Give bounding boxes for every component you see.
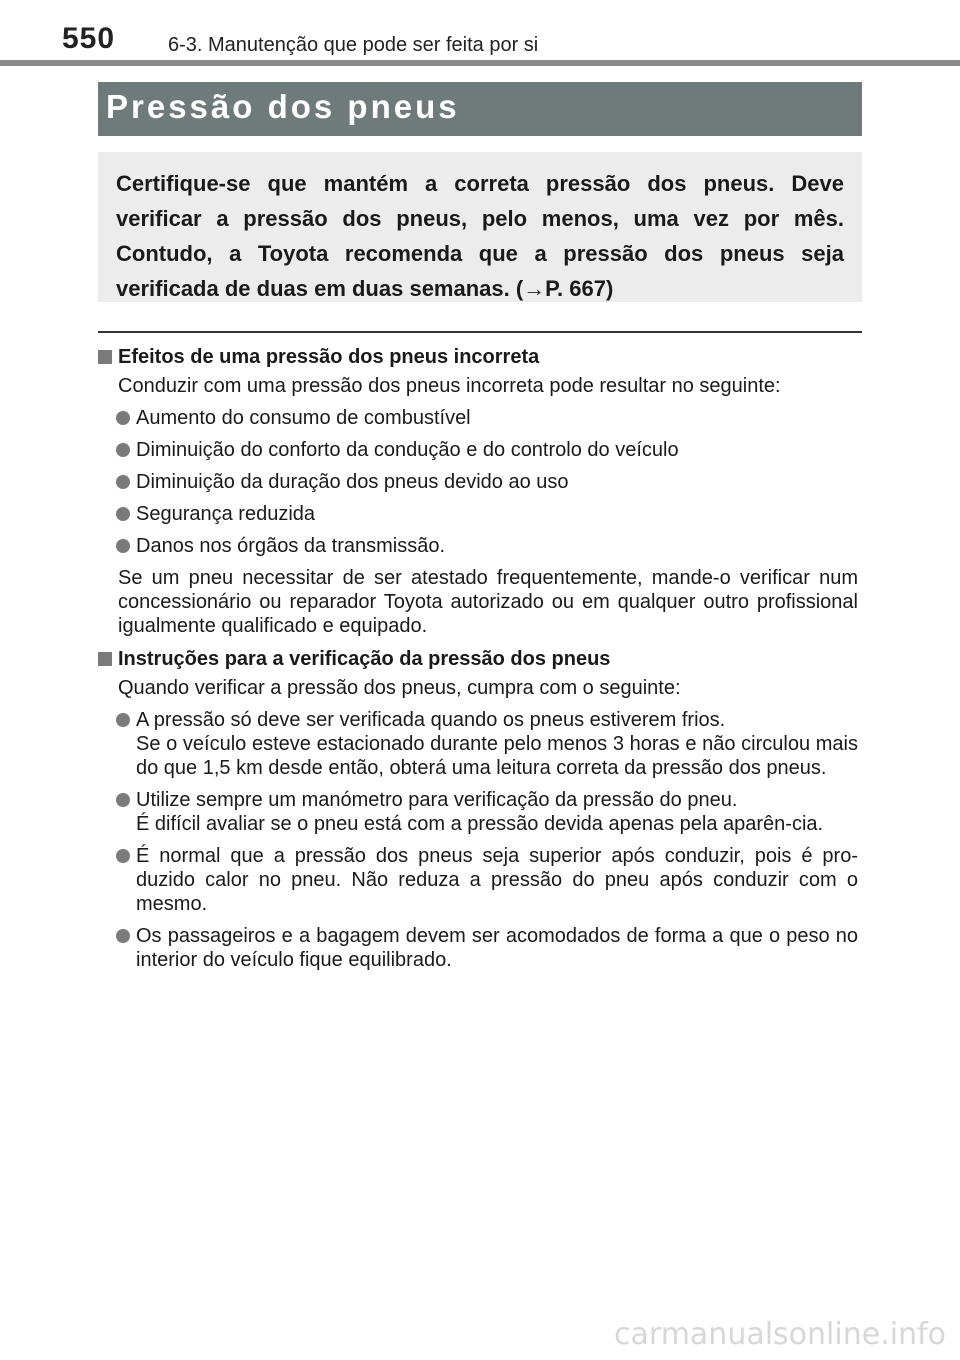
list-item-text: Aumento do consumo de combustível (136, 407, 471, 429)
page-number: 550 (62, 22, 116, 55)
square-bullet-icon (98, 350, 112, 364)
list-item-text: Utilize sempre um manómetro para verificação da pressão do pneu. (136, 789, 738, 811)
block-lead: Quando verificar a pressão dos pneus, cumpra com o seguinte: (118, 677, 681, 699)
list-item-text: Diminuição do conforto da condução e do controlo do veículo (136, 439, 679, 461)
subheading-text: Instruções para a verificação da pressão dos pneus (118, 648, 611, 670)
subheading-text: Efeitos de uma pressão dos pneus incorreta (118, 346, 540, 368)
intro-text: Certifique-se que mantém a correta pressão dos pneus. Deve verificar a pressão dos pneus, pelo menos, uma vez por mês. Contudo, a Toyota recomenda que a pressão dos pneus seja verificada de duas em duas semanas. (→P. 667) (116, 171, 844, 301)
section-divider (98, 331, 862, 333)
round-bullet-icon (116, 443, 130, 457)
subheading (98, 646, 858, 672)
list-item (98, 534, 858, 558)
list-item-text: Os passageiros e a bagagem devem ser acomodados de forma a que o peso no interior do veículo fique equilibrado. (136, 925, 858, 971)
round-bullet-icon (116, 475, 130, 489)
list-item-text: É normal que a pressão dos pneus seja superior após conduzir, pois é pro-duzido calor no pneu. Não reduza a pressão do pneu após conduzir com o mesmo. (136, 845, 858, 915)
list-item (98, 924, 858, 972)
round-bullet-icon (116, 411, 130, 425)
block-instructions (98, 646, 858, 972)
list-item (98, 844, 858, 916)
block-closing: Se um pneu necessitar de ser atestado frequentemente, mande-o verificar num concessionário ou reparador Toyota autorizado ou em qualquer outro profissional igualmente qualificado e equipado. (118, 567, 858, 637)
list-item-detail: É difícil avaliar se o pneu está com a pressão devida apenas pela aparên-cia. (136, 813, 824, 835)
header-rule (0, 60, 960, 66)
block-effects (98, 344, 858, 638)
square-bullet-icon (98, 652, 112, 666)
list-item (98, 788, 858, 836)
list-item-text: Danos nos órgãos da transmissão. (136, 535, 446, 557)
round-bullet-icon (116, 713, 130, 727)
round-bullet-icon (116, 849, 130, 863)
content (98, 344, 858, 980)
list-item (98, 438, 858, 462)
list-item-text: A pressão só deve ser verificada quando os pneus estiverem frios. (136, 709, 726, 731)
section-title: Pressão dos pneus (106, 88, 460, 125)
list-item-detail: Se o veículo esteve estacionado durante pelo menos 3 horas e não circulou mais do que 1,5 km desde então, obterá uma leitura correta da pressão dos pneus. (136, 733, 858, 779)
list-item (98, 406, 858, 430)
list-item (98, 502, 858, 526)
list-item (98, 708, 858, 780)
round-bullet-icon (116, 929, 130, 943)
bullet-list (98, 406, 858, 558)
chapter-title: 6-3. Manutenção que pode ser feita por si (168, 34, 539, 56)
round-bullet-icon (116, 793, 130, 807)
page-header (0, 0, 960, 70)
watermark: carmanualsonline.info (614, 1317, 946, 1352)
list-item-text: Diminuição da duração dos pneus devido ao uso (136, 471, 569, 493)
round-bullet-icon (116, 507, 130, 521)
list-item (98, 470, 858, 494)
bullet-list (98, 708, 858, 972)
list-item-text: Segurança reduzida (136, 503, 316, 525)
block-lead: Conduzir com uma pressão dos pneus incorreta pode resultar no seguinte: (118, 375, 781, 397)
round-bullet-icon (116, 539, 130, 553)
intro-box (98, 152, 862, 302)
section-title-bar (98, 82, 862, 136)
subheading (98, 344, 858, 370)
